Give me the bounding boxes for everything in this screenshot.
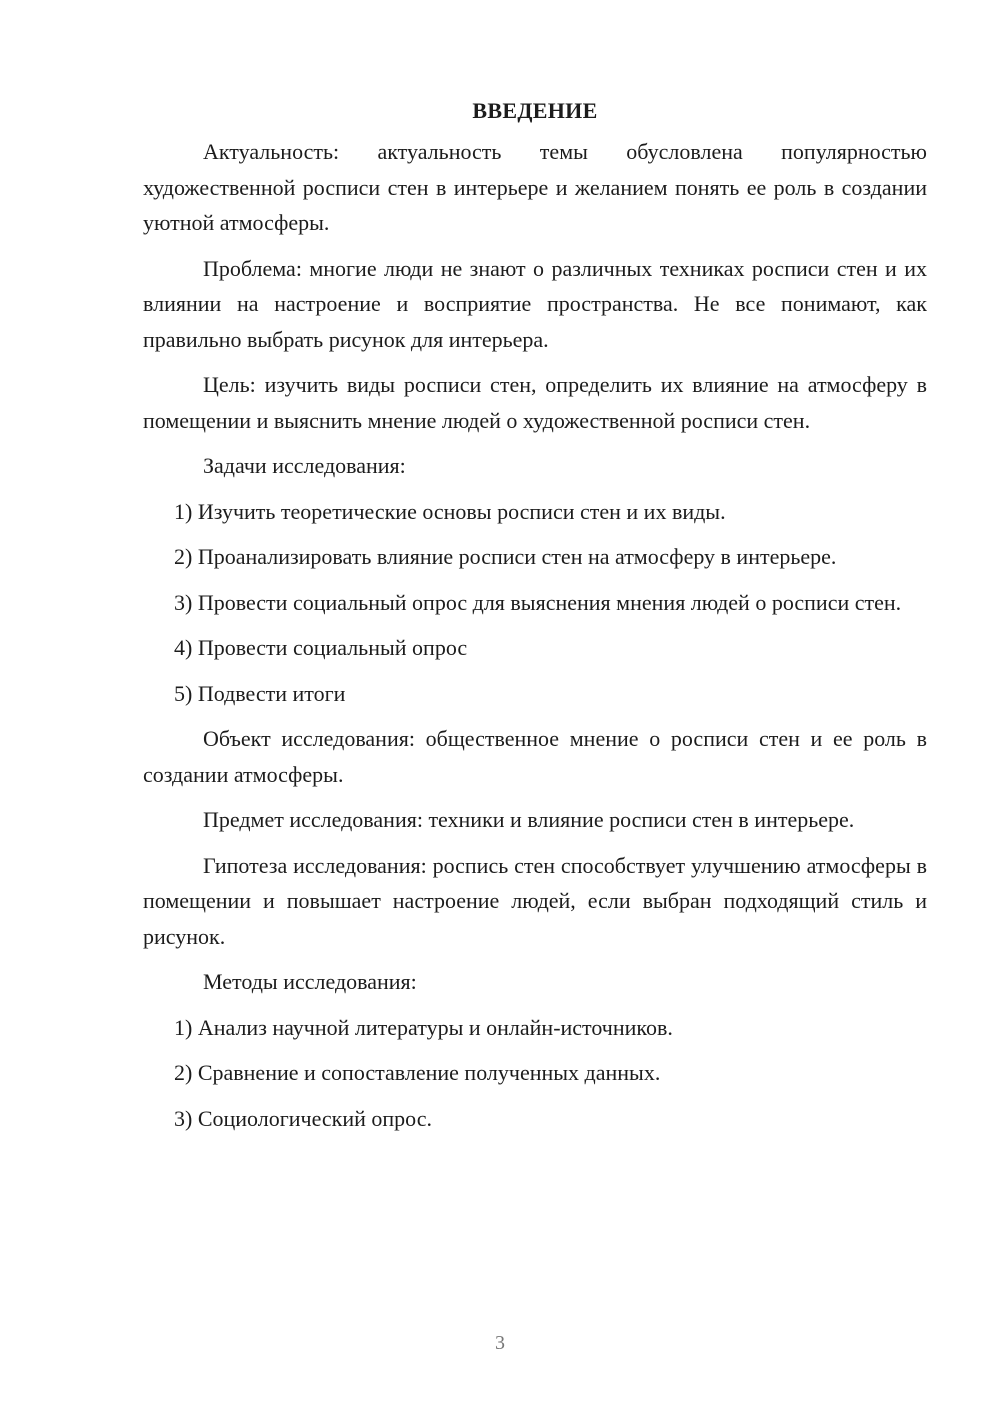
list-item-task-4: 4) Провести социальный опрос	[174, 635, 468, 660]
paragraph-goal: Цель: изучить виды росписи стен, определить их влияние на атмосферу в помещении и выяснить мнение людей о художественной росписи стен.	[143, 372, 927, 433]
list-item-task-1: 1) Изучить теоретические основы росписи стен и их виды.	[174, 498, 726, 524]
page-number: 3	[495, 1332, 505, 1354]
list-item-method-2: 2) Сравнение и сопоставление полученных данных.	[174, 1060, 661, 1085]
paragraph-relevance: Актуальность: актуальность темы обусловлена популярностью художественной росписи стен в интерьере и желанием понять ее роль в создании уютной атмосферы.	[143, 139, 927, 235]
list-item-task-3: 3) Провести социальный опрос для выяснения мнения людей о росписи стен.	[174, 589, 902, 615]
paragraph-subject: Предмет исследования: техники и влияние росписи стен в интерьере.	[203, 807, 855, 832]
list-item-method-1: 1) Анализ научной литературы и онлайн-источников.	[174, 1014, 673, 1040]
list-item-method-3: 3) Социологический опрос.	[174, 1105, 432, 1131]
list-item-task-2: 2) Проанализировать влияние росписи стен на атмосферу в интерьере.	[174, 544, 837, 569]
list-item-task-5: 5) Подвести итоги	[174, 680, 346, 706]
paragraph-object: Объект исследования: общественное мнение о росписи стен и ее роль в создании атмосферы.	[143, 726, 927, 787]
paragraph-tasks-title: Задачи исследования:	[203, 453, 406, 478]
page-content	[143, 93, 927, 1146]
section-heading: ВВЕДЕНИЕ	[472, 98, 598, 123]
paragraph-methods-title: Методы исследования:	[203, 969, 417, 994]
paragraph-hypothesis: Гипотеза исследования: роспись стен способствует улучшению атмосферы в помещении и повышает настроение людей, если выбран подходящий стиль и рисунок.	[143, 852, 927, 949]
paragraph-problem: Проблема: многие люди не знают о различных техниках росписи стен и их влиянии на настроение и восприятие пространства. Не все понимают, как правильно выбрать рисунок для интерьера.	[143, 255, 927, 352]
